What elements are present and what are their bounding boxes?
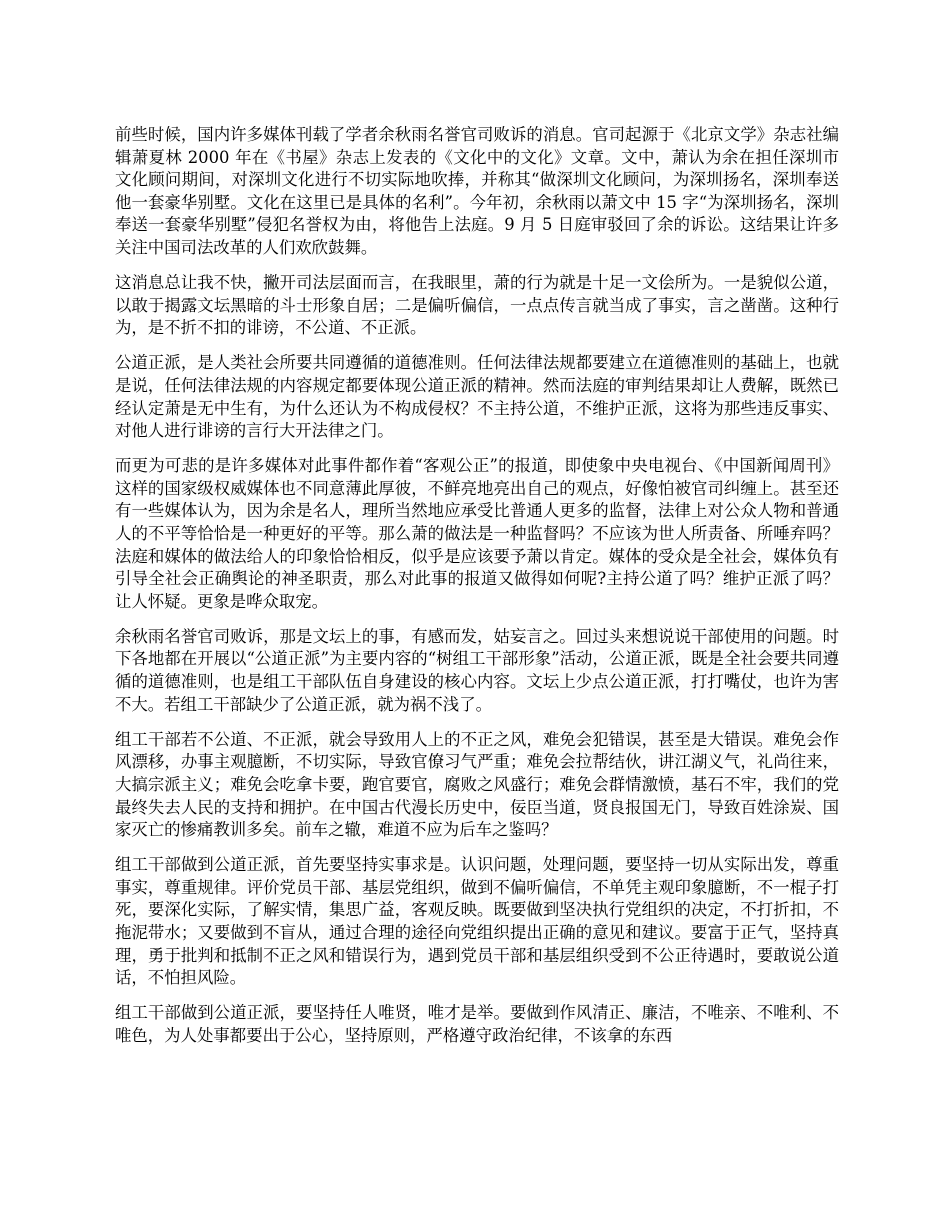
article-body xyxy=(115,124,839,1047)
paragraph-7: 组工干部做到公道正派，首先要坚持实事求是。认识问题，处理问题，要坚持一切从实际出发，尊重事实，尊重规律。评价党员干部、基层党组织，做到不偏听偏信，不单凭主观印象臆断，不一棍子打死，要深化实际，了解实情，集思广益，客观反映。既要做到坚决执行党组织的决定，不打折扣，不拖泥带水；又要做到不盲从，通过合理的途径向党组织提出正确的意见和建议。要富于正气，坚持真理，勇于批判和抵制不正之风和错误行为，遇到党员干部和基层组织受到不公正待遇时，要敢说公道话，不怕担风险。 xyxy=(115,855,839,988)
paragraph-6: 组工干部若不公道、不正派，就会导致用人上的不正之风，难免会犯错误，甚至是大错误。难免会作风漂移，办事主观臆断，不切实际，导致官僚习气严重；难免会拉帮结伙，讲江湖义气，礼尚往来，大搞宗派主义；难免会吃拿卡要，跑官要官，腐败之风盛行；难免会群情激愤，基石不牢，我们的党最终失去人民的支持和拥护。在中国古代漫长历史中，佞臣当道，贤良报国无门，导致百姓涂炭、国家灭亡的惨痛教训多矣。前车之辙，难道不应为后车之鉴吗？ xyxy=(115,729,839,840)
paragraph-4: 而更为可悲的是许多媒体对此事件都作着“客观公正”的报道，即使象中央电视台、《中国新闻周刊》这样的国家级权威媒体也不同意薄此厚彼，不鲜亮地亮出自己的观点，好像怕被官司纠缠上。甚至还有一些媒体认为，因为余是名人，理所当然地应承受比普通人更多的监督，法律上对公众人物和普通人的不平等恰恰是一种更好的平等。那么萧的做法是一种监督吗？不应该为世人所责备、所唾弃吗？法庭和媒体的做法给人的印象恰恰相反，似乎是应该要予萧以肯定。媒体的受众是全社会，媒体负有引导全社会正确舆论的神圣职责，那么对此事的报道又做得如何呢?主持公道了吗？维护正派了吗？让人怀疑。更象是哗众取宠。 xyxy=(115,456,839,611)
paragraph-8: 组工干部做到公道正派，要坚持任人唯贤，唯才是举。要做到作风清正、廉洁，不唯亲、不唯利、不唯色，为人处事都要出于公心，坚持原则，严格遵守政治纪律，不该拿的东西 xyxy=(115,1003,839,1045)
paragraph-1: 前些时候，国内许多媒体刊载了学者余秋雨名誉官司败诉的消息。官司起源于《北京文学》杂志社编辑萧夏林 2000 年在《书屋》杂志上发表的《文化中的文化》文章。文中，萧认为余在担任深圳市文化顾问期间，对深圳文化进行不切实际地吹捧，并称其“做深圳文化顾问，为深圳扬名，深圳奉送他一套豪华别墅。文化在这里已是具体的名利”。今年初，余秋雨以萧文中 15 字“为深圳扬名，深圳奉送一套豪华别墅”侵犯名誉权为由，将他告上法庭。9 月 5 日庭审驳回了余的诉讼。这结果让许多关注中国司法改革的人们欢欣鼓舞。 xyxy=(115,125,839,257)
paragraph-3: 公道正派，是人类社会所要共同遵循的道德准则。任何法律法规都要建立在道德准则的基础上，也就是说，任何法律法规的内容规定都要体现公道正派的精神。然而法庭的审判结果却让人费解，既然已经认定萧是无中生有，为什么还认为不构成侵权？不主持公道，不维护正派，这将为那些违反事实、对他人进行诽谤的言行大开法律之门。 xyxy=(115,353,839,441)
paragraph-2: 这消息总让我不快，撇开司法层面而言，在我眼里，萧的行为就是十足一文侩所为。一是貌似公道，以敢于揭露文坛黑暗的斗士形象自居；二是偏听偏信，一点点传言就当成了事实，言之凿凿。这种行为，是不折不扣的诽谤，不公道、不正派。 xyxy=(115,273,839,338)
paragraph-5: 余秋雨名誉官司败诉，那是文坛上的事，有感而发，姑妄言之。回过头来想说说干部使用的问题。时下各地都在开展以“公道正派”为主要内容的“树组工干部形象”活动，公道正派，既是全社会要共同遵循的道德准则，也是组工干部队伍自身建设的核心内容。文坛上少点公道正派，打打嘴仗，也许为害不大。若组工干部缺少了公道正派，就为祸不浅了。 xyxy=(115,626,839,714)
